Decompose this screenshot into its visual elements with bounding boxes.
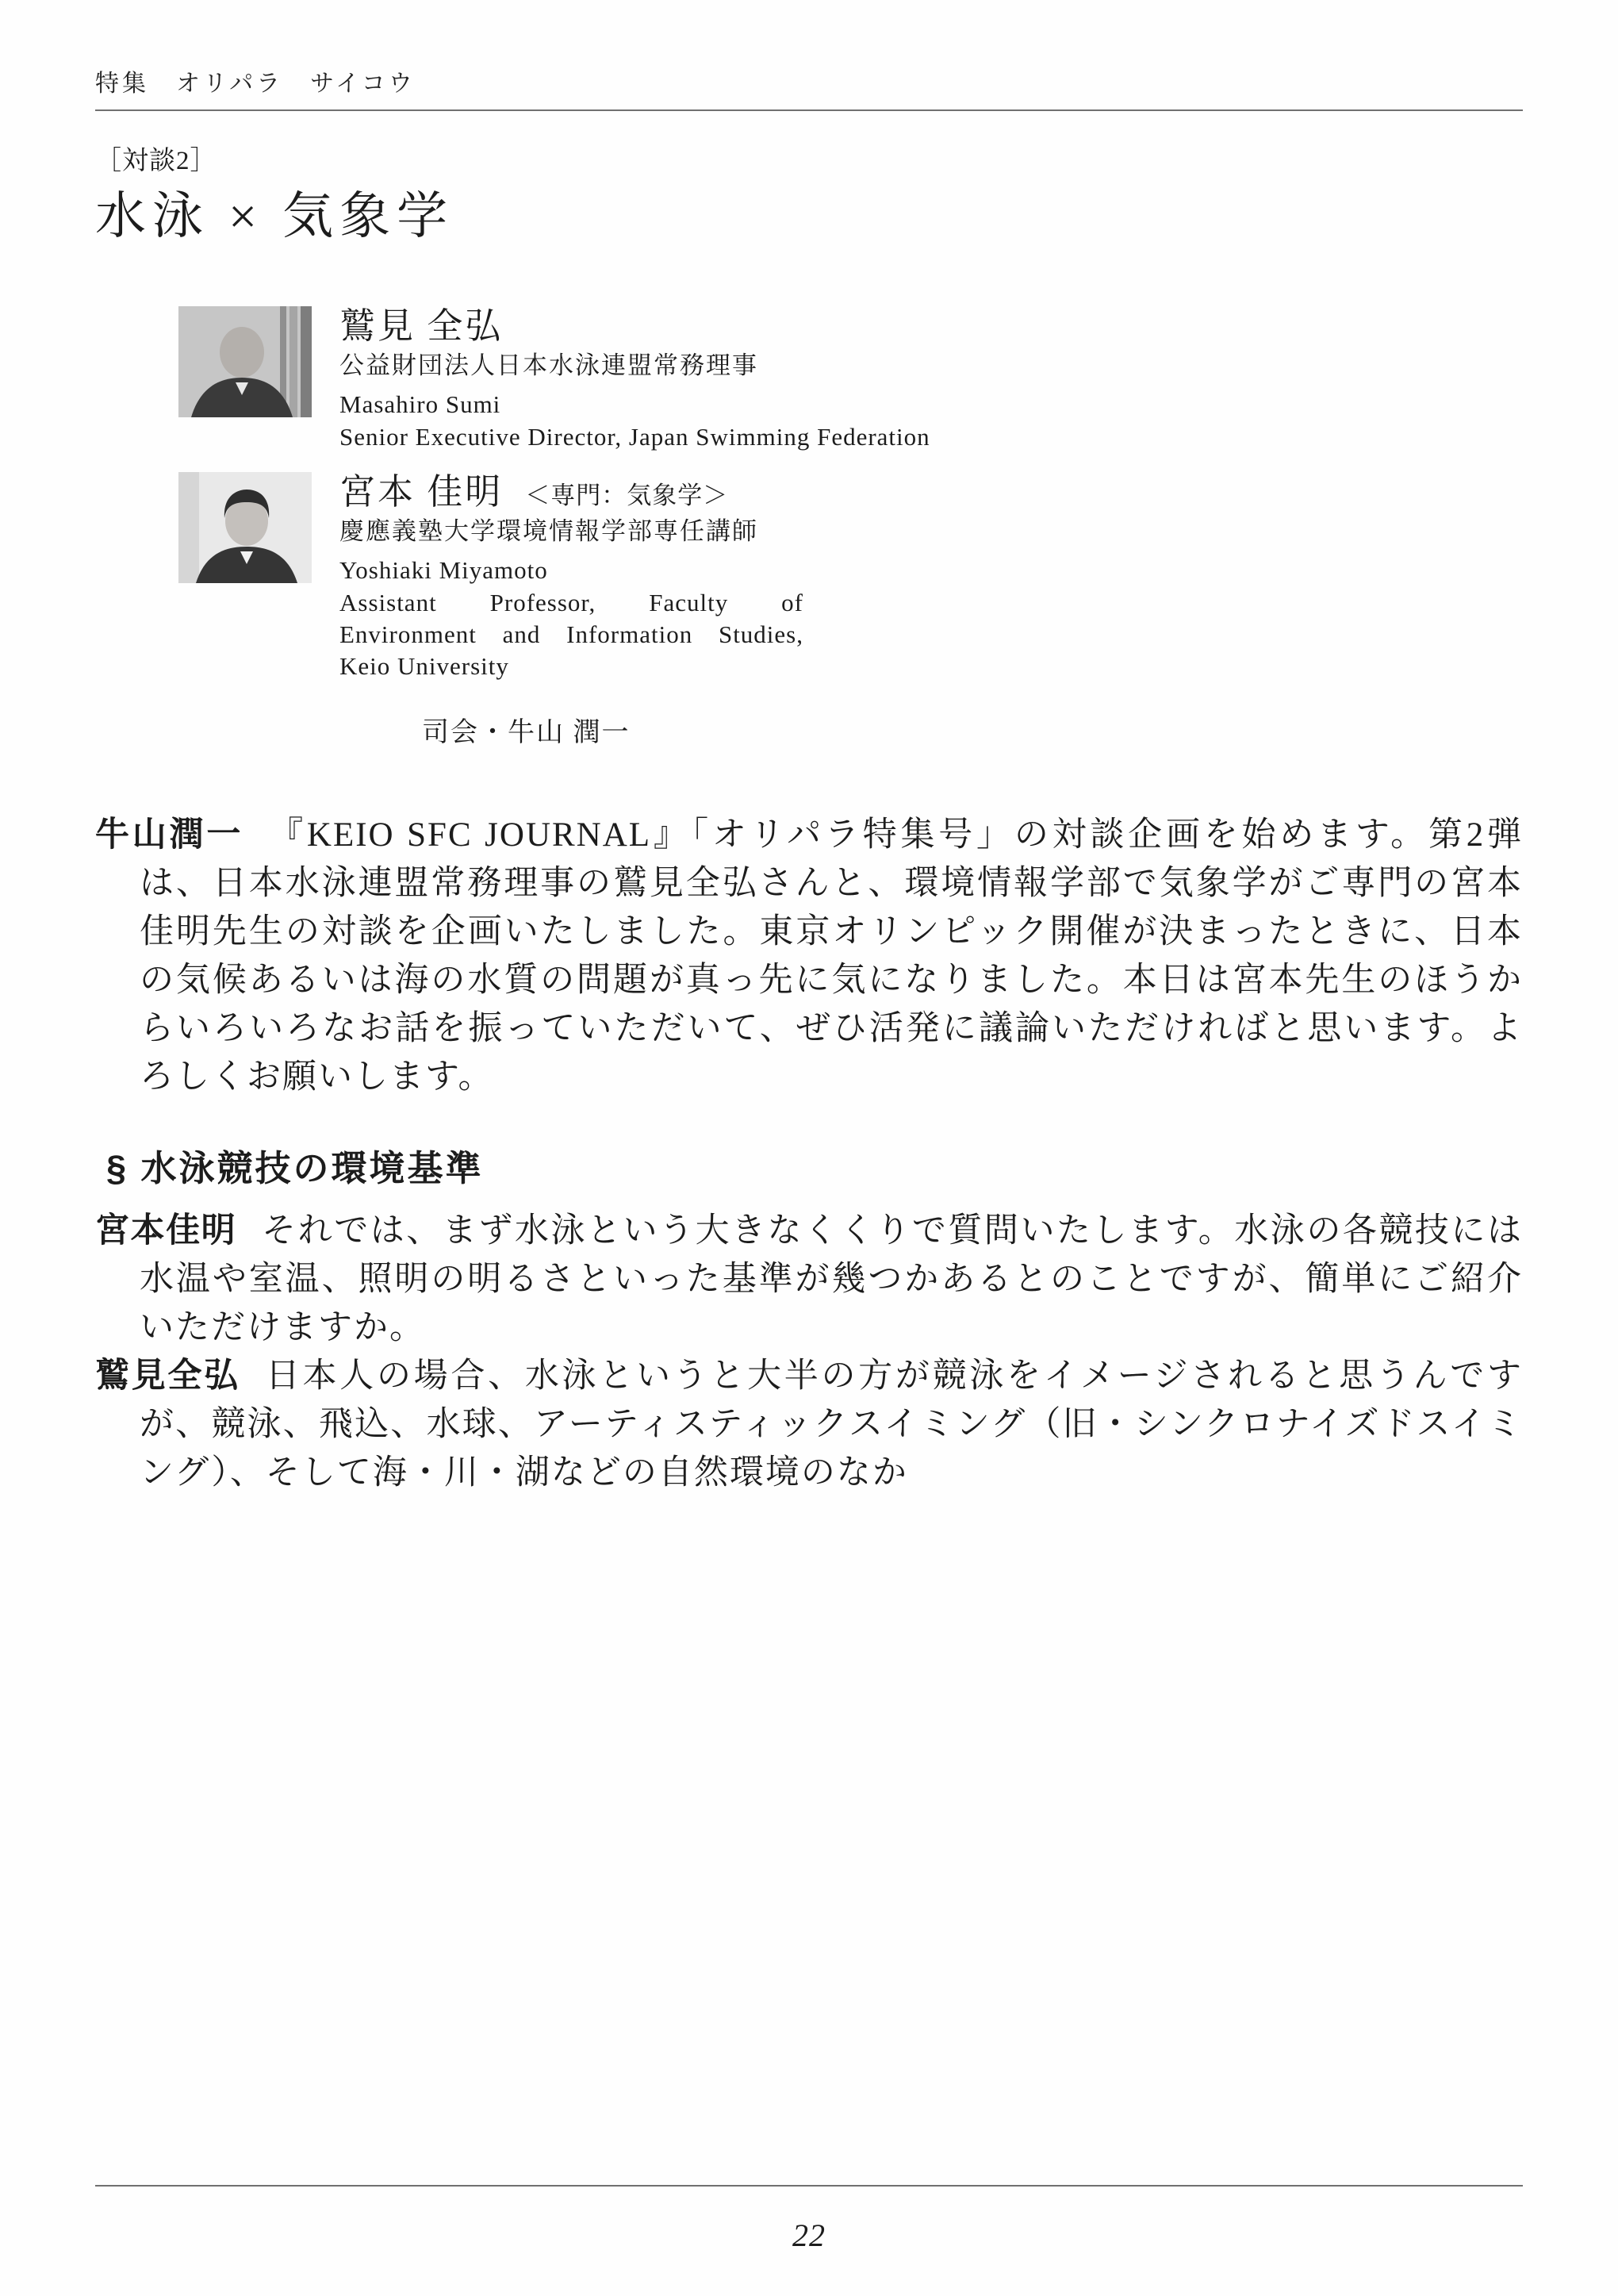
profile-affiliation-ja: 慶應義塾大学環境情報学部専任講師 xyxy=(339,517,758,546)
section-heading: § 水泳競技の環境基準 xyxy=(106,1147,484,1188)
name-row xyxy=(339,306,1523,346)
profile-affiliation-en: Senior Executive Director, Japan Swimming Federation xyxy=(339,422,930,451)
profile-info-sumi xyxy=(339,306,1523,453)
speaker-profiles xyxy=(178,306,1523,749)
dialogue-paragraph-1 xyxy=(95,811,1523,1101)
speaker-name: 牛山潤一 xyxy=(95,815,244,854)
dialogue-paragraph-2 xyxy=(95,1207,1523,1352)
profile-miyamoto xyxy=(178,472,1523,683)
moderator-credit: 司会・牛山 潤一 xyxy=(422,717,631,747)
dialogue-label: ［対談2］ xyxy=(95,147,217,175)
profile-name-ja: 鷲見 全弘 xyxy=(339,305,504,346)
speech-text: それでは、まず水泳という大きなくくりで質問いたします。水泳の各競技には水温や室温、照明の明るさといった基準が幾つかあるとのことですが、簡単にご紹介いただけますか。 xyxy=(140,1211,1524,1346)
speech-text: 『KEIO SFC JOURNAL』「オリパラ特集号」の対談企画を始めます。第2弾は、日本水泳連盟常務理事の鷲見全弘さんと、環境情報学部で気象学がご専門の宮本佳明先生の対談を企画いたしました。東京オリンピック開催が決まったときに、日本の気候あるいは海の水質の問題が真っ先に気になりました。本日は宮本先生のほうからいろいろなお話を振っていただいて、ぜひ活発に議論いただければと思います。よろしくお願いします。 xyxy=(140,816,1524,1096)
profile-info-miyamoto xyxy=(339,472,1523,683)
profile-name-en: Yoshiaki Miyamoto xyxy=(339,556,548,585)
portrait-photo-sumi xyxy=(178,306,312,417)
dialogue-paragraph-3 xyxy=(95,1352,1523,1497)
speech-text: 日本人の場合、水泳というと大半の方が競泳をイメージされると思うんですが、競泳、飛込、水球、アーティスティックスイミング（旧・シンクロナイズドスイミング）、そして海・川・湖などの自然環境のなか xyxy=(140,1357,1523,1492)
dialogue-body xyxy=(95,811,1523,1497)
profile-sumi xyxy=(178,306,1523,453)
header-rule xyxy=(95,109,1523,111)
running-head: 特集 オリパラ サイコウ xyxy=(95,71,416,97)
profile-name-en: Masahiro Sumi xyxy=(339,390,501,419)
profile-affiliation-en: Assistant Professor, Faculty of Environment and Information Studies, Keio University xyxy=(339,588,803,681)
name-row xyxy=(339,472,1523,512)
profile-affiliation-ja: 公益財団法人日本水泳連盟常務理事 xyxy=(339,351,758,380)
profile-specialty: ＜専門：気象学＞ xyxy=(525,481,729,509)
portrait-photo-miyamoto xyxy=(178,472,312,583)
speaker-name: 宮本佳明 xyxy=(95,1211,237,1250)
footer-rule xyxy=(95,2185,1523,2187)
profile-name-ja: 宮本 佳明 xyxy=(339,471,504,512)
speaker-name: 鷲見全弘 xyxy=(95,1356,240,1395)
page-header xyxy=(95,0,1523,111)
page-footer xyxy=(95,2174,1523,2296)
page-number: 22 xyxy=(792,2217,826,2253)
page-title: 水泳 × 気象学 xyxy=(95,188,454,244)
